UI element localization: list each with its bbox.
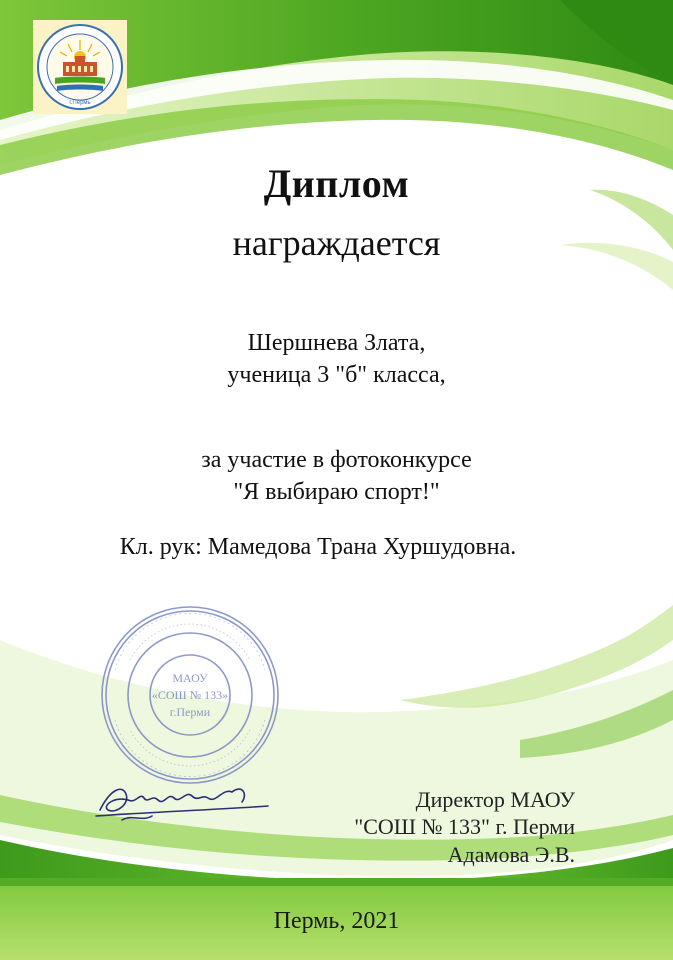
stamp-line-2: «СОШ № 133»: [151, 688, 229, 702]
stamp-line-3: г.Перми: [169, 705, 211, 719]
award-reason: за участие в фотоконкурсе: [201, 447, 472, 473]
diploma-title: Диплом: [263, 161, 410, 206]
school-logo: [33, 20, 127, 114]
svg-text:г.Пермь: г.Пермь: [69, 100, 91, 106]
recipient-name: Шершнева Злата,: [247, 330, 426, 356]
signatory-name: Адамова Э.В.: [447, 842, 575, 867]
school-stamp: [95, 600, 285, 790]
contest-name: "Я выбираю спорт!": [233, 479, 440, 505]
signatory-school: "СОШ № 133" г. Перми: [354, 814, 575, 839]
director-signature: [92, 770, 272, 830]
stamp-line-1: МАОУ: [172, 671, 208, 685]
signatory-position: Директор МАОУ: [415, 787, 575, 812]
diploma-subtitle: награждается: [232, 223, 441, 263]
recipient-class: ученица 3 "б" класса,: [227, 362, 446, 388]
footer-place-year: Пермь, 2021: [273, 908, 400, 934]
class-teacher: Кл. рук: Мамедова Трана Хуршудовна.: [119, 534, 517, 560]
